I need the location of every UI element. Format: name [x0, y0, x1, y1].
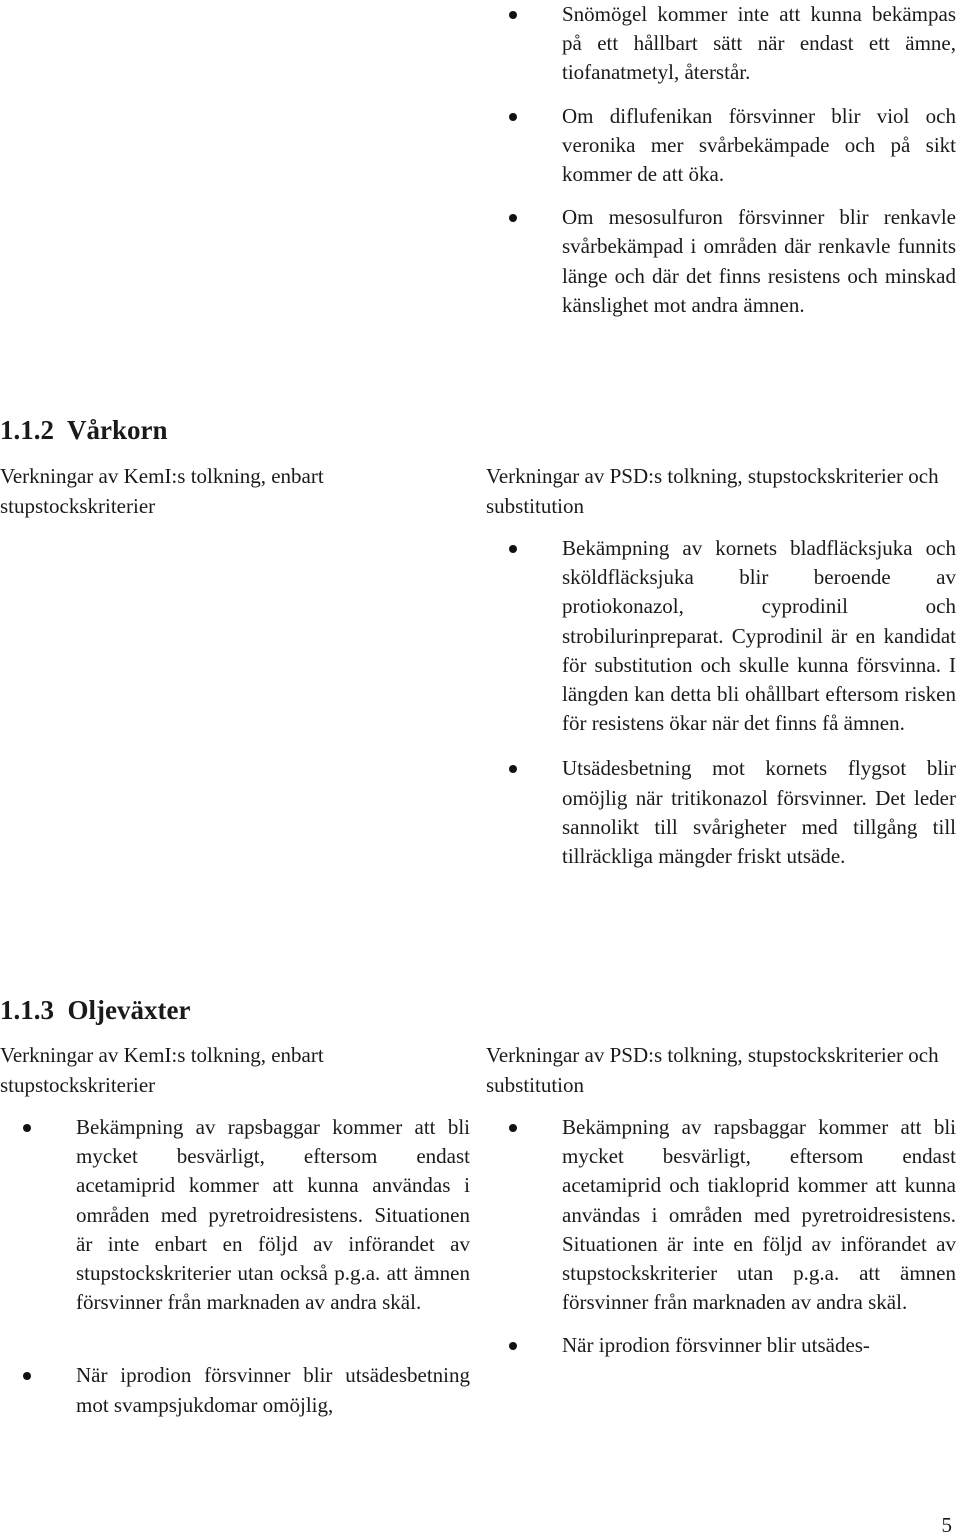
left-column-heading: Verkningar av KemI:s tolkning, enbart stupstockskriterier [0, 1043, 324, 1097]
page-number: 5 [941, 1513, 952, 1537]
list-item: När iprodion försvinner blir utsädesbetning mot svampsjukdomar omöjlig, [0, 1361, 470, 1419]
top-bullet-list [486, 0, 956, 320]
section-number: 1.1.2 [0, 415, 54, 445]
bullet-list [486, 1113, 956, 1361]
right-column-heading: Verkningar av PSD:s tolkning, stupstockskriterier och substitution [486, 1043, 939, 1097]
list-item: Utsädesbetning mot kornets flygsot blir omöjlig när tritikonazol försvinner. Det leder sannolikt till svårigheter med tillgång till tillräckliga mängder friskt utsäde. [486, 754, 956, 871]
list-item: När iprodion försvinner blir utsädes- [486, 1331, 956, 1360]
list-item: Bekämpning av kornets bladfläcksjuka och sköldfläcksjuka blir beroende av protiokonazol, cyprodinil och strobilurinpreparat. Cyprodinil är en kandidat för substitution och skulle kunna försvinna. I längden kan detta bli ohållbart eftersom risken för resistens ökar när det finns få ämnen. [486, 534, 956, 738]
list-item: Bekämpning av rapsbaggar kommer att bli mycket besvärligt, eftersom endast acetamiprid kommer att kunna användas i områden med pyretroidresistens. Situationen är inte enbart en följd av införandet av stupstockskriterier utan också p.g.a. att ämnen försvinner från marknaden av andra skäl. [0, 1113, 470, 1317]
right-column-heading: Verkningar av PSD:s tolkning, stupstockskriterier och substitution [486, 464, 939, 518]
list-item: Om mesosulfuron försvinner blir renkavle svårbekämpad i områden där renkavle funnits länge och där det finns resistens och minskad känslighet mot andra ämnen. [486, 203, 956, 320]
bullet-list [486, 0, 956, 320]
list-item: Bekämpning av rapsbaggar kommer att bli mycket besvärligt, eftersom endast acetamiprid och tiakloprid kommer att kunna användas i områden med pyretroidresistens. Situationen är inte en följd av införandet av stupstockskriterier utan p.g.a. att ämnen försvinner från marknaden av andra skäl. [486, 1113, 956, 1317]
bullet-list [486, 534, 956, 871]
bullet-list [0, 1113, 470, 1420]
section-number: 1.1.3 [0, 995, 54, 1025]
list-item: Om diflufenikan försvinner blir viol och veronika mer svårbekämpade och på sikt kommer de att öka. [486, 102, 956, 190]
section-heading-oljevaxter [0, 994, 190, 1026]
section-title: Vårkorn [67, 415, 168, 445]
left-column-bullets-oljevaxter [0, 1113, 470, 1420]
section-title: Oljeväxter [67, 995, 191, 1025]
section-heading-varkorn [0, 414, 168, 446]
list-item: Snömögel kommer inte att kunna bekämpas på ett hållbart sätt när endast ett ämne, tiofanatmetyl, återstår. [486, 0, 956, 88]
left-column-heading: Verkningar av KemI:s tolkning, enbart stupstockskriterier [0, 464, 324, 518]
right-column-bullets-oljevaxter [486, 1113, 956, 1361]
right-column-bullets-varkorn [486, 534, 956, 871]
